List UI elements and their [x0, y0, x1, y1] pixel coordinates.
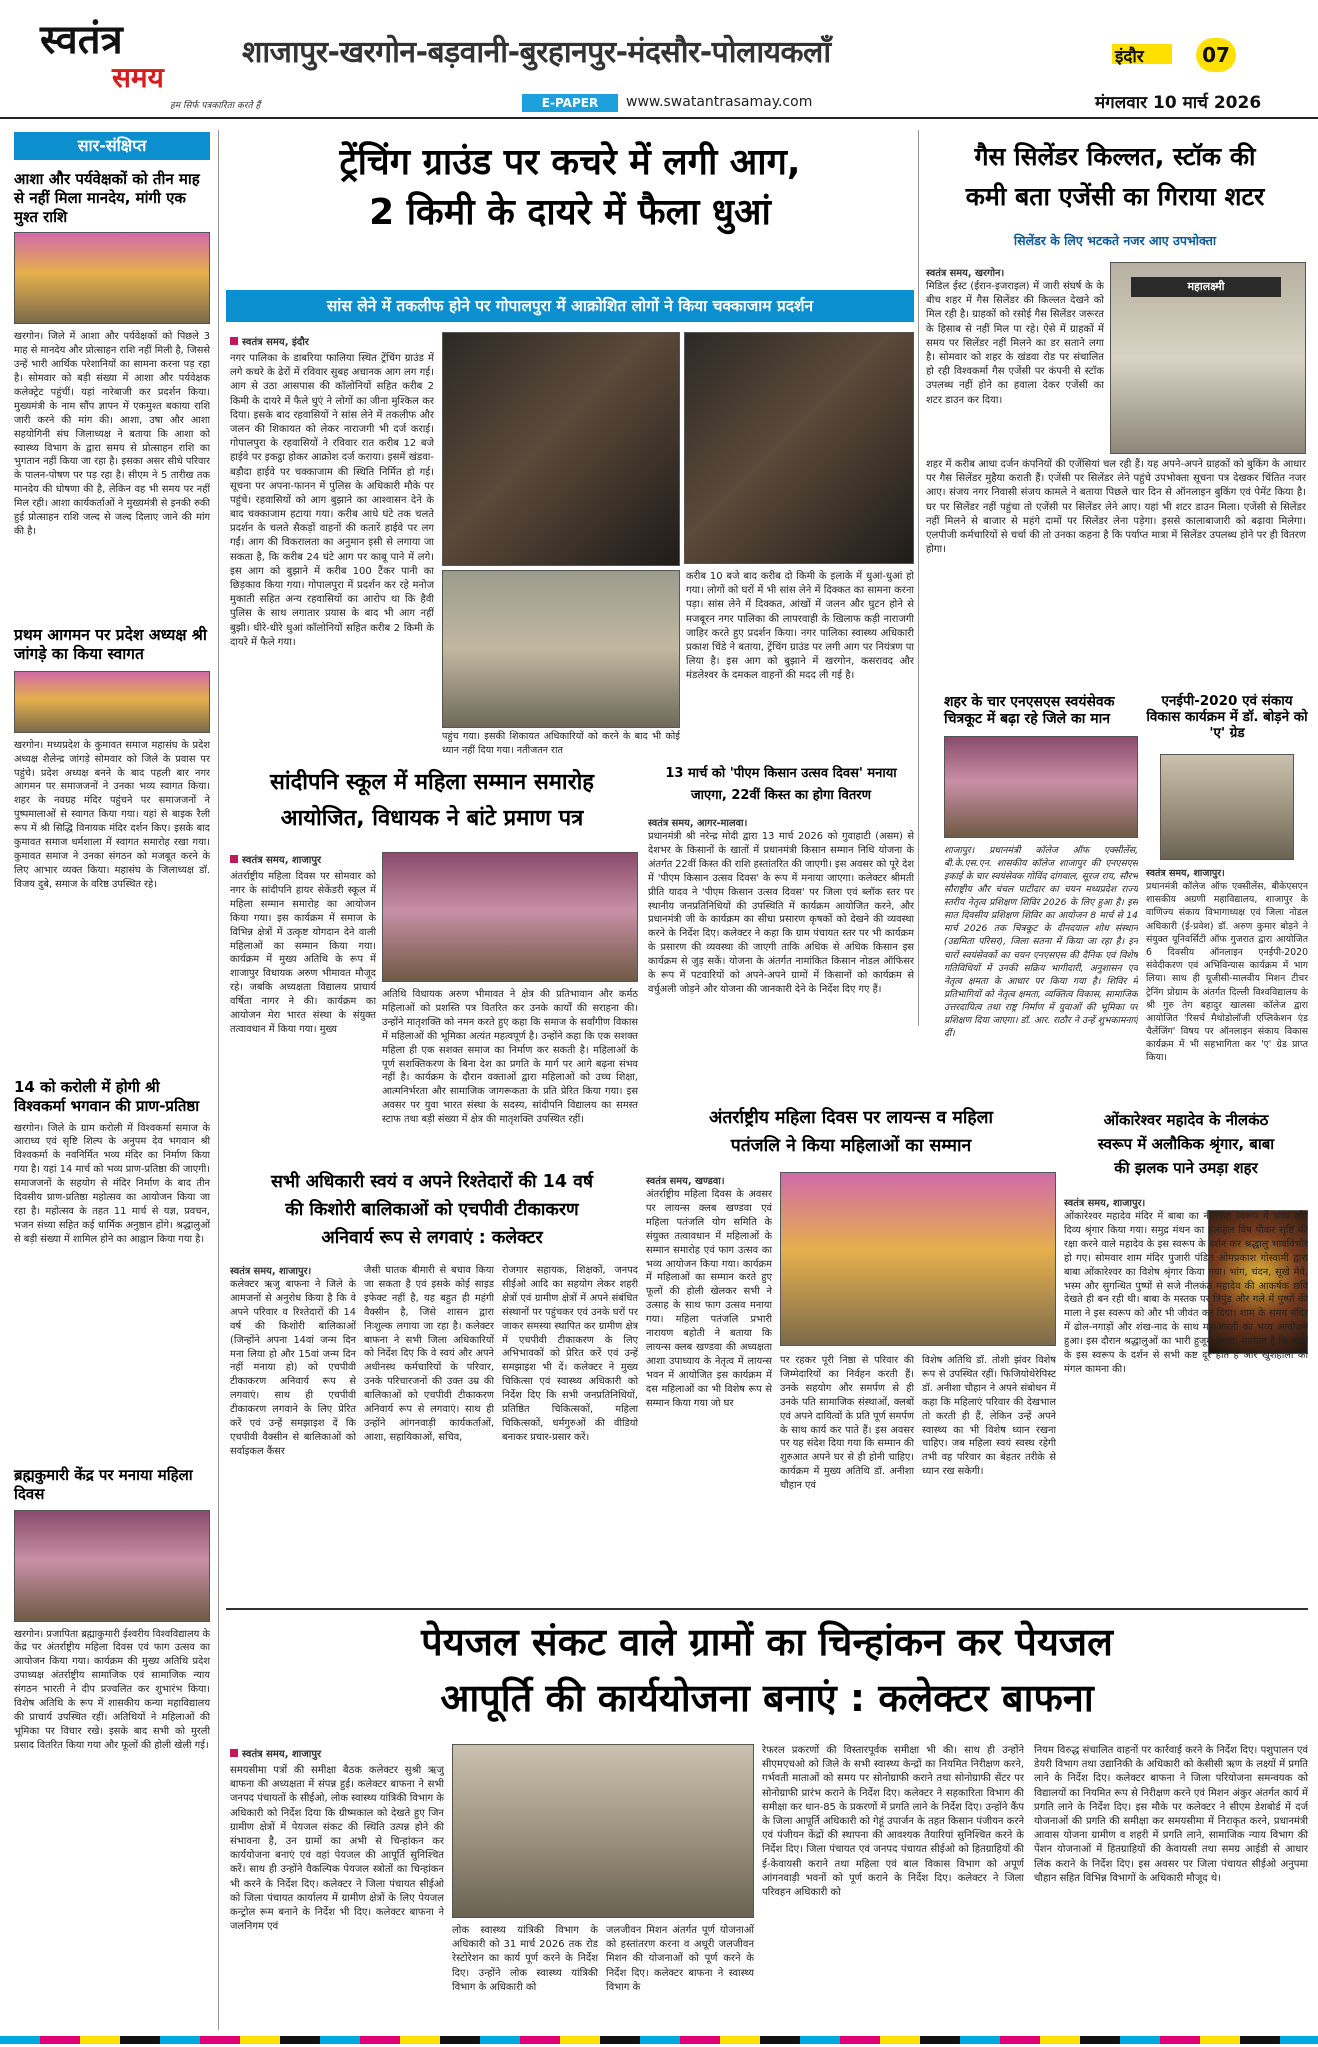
sandipani-byline: [230, 852, 321, 866]
sidebar-item: [14, 626, 210, 1029]
sidebar-item-body: खरगोन। मध्यप्रदेश के कुमावत समाज महासंघ के प्रदेश अध्यक्ष शैलेन्द्र जांगड़े सोमवार को जिले के प्रवास पर पहुंचे। प्रदेश अध्यक्ष बनने के बाद पहली बार नगर आगमन पर समाजजनों ने उनका भव्य स्वागत किया। शहर के नवग्रह मंदिर पहुंचने पर समाजजनों ने पुष्पमालाओं से स्वागत किया गया। यहां से बाइक रैली रूप में श्री सिद्धि विनायक मंदिर दर्शन किए। इसके बाद कुमावत समाज धर्मशाला में स्वागत समारोह रखा गया। कुमावत समाज ने उनका संगठन को मजबूत करने के लिए आभार व्यक्त किया। महासंघ के जिलाध्यक्ष डॉ. विजय दुबे, समाज के वरिष्ठ उपस्थित रहे।: [14, 739, 210, 890]
lead-photo-crowd: [684, 332, 914, 564]
nep-headline: एनईपी-2020 एवं संकाय विकास कार्यक्रम में डॉ. बोड़ने को 'ए' ग्रेड: [1146, 693, 1308, 741]
water-photo-meeting: [452, 1744, 754, 1918]
kisan-story: [648, 766, 914, 1096]
hpv-col2: जैसी घातक बीमारी से बचाव किया जा सकता है एवं इसके कोई साइड इफेक्ट नहीं है, यह बहुत ही महंगी वैक्सीन है, जिसे शासन द्वारा निःशुल्क लगाया जा रहा है। कलेक्टर बाफना ने सभी जिला अधिकारियों को निर्देश दिए कि वे स्वयं और अपने अधीनस्थ कर्मचारियों के परिवार, उनके परिचारजनों की उक्त उम्र की बालिकाओं को एचपीवी टीकाकरण अनिवार्य रूप से लगवाएं। साथ ही उन्होंने आंगनवाड़ी कार्यकर्ताओं, आशा, सहायिकाओं, सचिव,: [364, 1265, 494, 1443]
gas-story: [924, 132, 1306, 686]
sidebar-item-title: 14 को करोली में होगी श्री विश्वकर्मा भगवान की प्राण-प्रतिष्ठा: [14, 1078, 200, 1115]
masthead-city: इंदौर: [1115, 47, 1144, 67]
gas-col2: शहर में करीब आधा दर्जन कंपनियों की एजेंसियां चल रही हैं। यह अपने-अपने ग्राहकों को बुकिंग के आधार पर गैस सिलेंडर मुहैया कराती हैं। एजेंसी पर सिलेंडर लेने पहुंचे उपभोक्ता सूचना पत्र देखकर चिंतित नजर आए। संजय नगर निवासी संजय कामले ने बताया पिछले चार दिन से ऑनलाइन बुकिंग एवं पेमेंट किया है। घर पर सिलेंडर नहीं पहुंचा तो एजेंसी पर सिलेंडर लेने आए। यहां भी शटर डाउन मिला। एजेंसी से सिलेंडर नहीं मिलने से बाजार से महंगे दामों पर सिलेंडर लेना पड़ेगा। इससे कालाबाजारी को बढ़ावा मिलेगा। एलपीजी कर्मचारियों से चर्चा की तो उनका कहना है कि पर्याप्त मात्रा में सिलेंडर उपलब्ध होने पर ही वितरण होगा।: [926, 459, 1306, 556]
lead-byline: [230, 334, 309, 348]
masthead-date: मंगलवार 10 मार्च 2026: [1095, 93, 1262, 113]
lions-photo: [780, 1172, 1056, 1346]
right-column-divider: [918, 130, 919, 1026]
water-headline-2: आपूर्ति की कार्ययोजना बनाएं : कलेक्टर बाफना: [440, 1676, 1094, 1720]
hpv-headline-3: अनिवार्य रूप से लगवाएं : कलेक्टर: [321, 1228, 543, 1248]
nss-headline: शहर के चार एनएसएस स्वयंसेवक चित्रकूट में बढ़ा रहे जिले का मान: [944, 694, 1115, 727]
lead-photo-protest: [442, 332, 680, 566]
bottom-story-rule: [226, 1608, 1308, 1610]
hpv-byline: स्वतंत्र समय, शाजापुर।: [230, 1266, 312, 1277]
omkareshwar-body: ओंकारेश्वर महादेव मंदिर में बाबा का नीलकंठ स्वरूप में भव्य और दिव्य श्रृंगार किया गया। समुद्र मंथन का हलाहल विष पीकर सृष्टि की रक्षा करने वाले महादेव के इस स्वरूप के दर्शन कर श्रद्धालु भावविभोर हो गए। सोमवार शाम मंदिर पुजारी पंडित ओमप्रकाश गोस्वामी द्वारा बाबा ओंकारेश्वर का विशेष श्रृंगार किया गया। भांग, चंदन, सूखे मेवे, भस्म और सुगन्धित पुष्पों से सजे नीलकंठ महादेव की आकर्षक छवि देखते ही बन रही थी। बाबा के मस्तक पर त्रिपुंड और गले में पुष्पों की माला ने इस स्वरूप को और भी जीवंत कर दिया। शाम के समय मंदिर में ढोल-नगाड़ों और शंख-नाद के साथ महाआरती का भव्य आयोजन हुआ। इस दौरान श्रद्धालुओं का भारी हुजूम उमड़ा। मान्यता है कि बाबा के इस स्वरूप के दर्शन से सभी कष्ट दूर होते हैं और खुशहाली की मंगल कामना की।: [1064, 1211, 1308, 1375]
water-caption-b: जलजीवन मिशन अंतर्गत पूर्ण योजनाओं को हस्तांतरण करना व अधूरी जलजीवन मिशन की योजनाओं को पूर्ण करने के निर्देश दिए। कलेक्टर बाफना ने स्वास्थ्य विभाग के: [606, 1925, 754, 1993]
kisan-body: प्रधानमंत्री श्री नरेन्द्र मोदी द्वारा 13 मार्च 2026 को गुवाहाटी (असम) से देशभर के किसानों के खातों में प्रधानमंत्री किसान सम्मान निधि योजना के अंतर्गत 22वीं किस्त की राशि हस्तांतरित की जाएगी। इस अवसर को पूरे देश में 'पीएम किसान उत्सव दिवस' के रूप में मनाया जाएगा। कलेक्टर श्रीमती प्रीति यादव ने 'पीएम किसान उत्सव दिवस' पर जिला एवं ब्लॉक स्तर पर स्थानीय जनप्रतिनिधियों की उपस्थिति में कार्यक्रम आयोजित करने, और प्रधानमंत्री जी के कार्यक्रम का सीधा प्रसारण कृषकों को देखने की व्यवस्था करने के निर्देश दिए। कलेक्टर ने कहा कि ग्राम पंचायत स्तर पर भी कार्यक्रम के प्रसारण की व्यवस्था की जाएगी ताकि अधिक से अधिक किसान इस कार्यक्रम से जुड़ सकें। योजना के अंतर्गत नामांकित किसान नोडल ऑफिसर के रूप में पटवारियों को अपने-अपने ग्रामों में किसानों को कार्यक्रम से वर्चुअली जोड़ने और योजना की जानकारी देने के निर्देश दिए गए हैं।: [648, 831, 914, 995]
gas-headline-2: कमी बता एजेंसी का गिराया शटर: [965, 182, 1265, 211]
lead-caption-col: करीब 10 बजे बाद करीब दो किमी के इलाके में धुआं-धुआं हो गया। लोगों को घरों में भी सांस लेने में दिक्कत का सामना करना पड़ा। सांस लेने में दिक्कत, आंखों में जलन और घुटन होने से मजबूरन नगर पालिका की लापरवाही के खिलाफ कड़ी नाराजगी जाहिर करते हुए प्रदर्शन किया। नगर पालिका स्वास्थ्य अधिकारी प्रकाश चिंडे ने बताया, ट्रेंचिंग ग्राउंड पर लगी आग पर नियंत्रण पा लिया है। इस आग को बुझाने में खरगोन, कसरावद और मंडलेश्वर के दमकल वाहनों की मदद ली गई है।: [686, 571, 914, 682]
lead-headline-1: ट्रेंचिंग ग्राउंड पर कचरे में लगी आग,: [339, 142, 801, 183]
logo-bottom-text: समय: [112, 61, 164, 94]
lead-story: [226, 132, 914, 758]
hpv-headline-2: की किशोरी बालिकाओं को एचपीवी टीकाकरण: [285, 1200, 579, 1220]
sidebar-item-photo: [14, 671, 210, 733]
omkareshwar-headline-1: ओंकारेश्वर महादेव के नीलकंठ: [1103, 1111, 1269, 1129]
masthead-rule: [0, 117, 1318, 119]
nss-story: [944, 694, 1138, 1148]
omkareshwar-headline-2: स्वरूप में अलौकिक श्रृंगार, बाबा: [1097, 1135, 1275, 1153]
lions-col2: पर रहकर पूरी निष्ठा से परिवार की जिम्मेदारियों का निर्वहन करती हैं। उनके सहयोग और समर्पण से ही उनके पति सामाजिक संस्थाओं, क्लबों एवं अपने दायित्वों के प्रति पूर्ण समर्पण के साथ कार्य कर पाते हैं। इस अवसर पर यह संदेश दिया गया कि सम्मान की शुरुआत अपने घर से ही होनी चाहिए। कार्यक्रम में मुख्य अतिथि डॉ. अनीशा चौहान एवं: [780, 1355, 914, 1492]
lead-byline-text: स्वतंत्र समय, इंदौर: [242, 337, 309, 348]
lead-photo-caption: पहुंच गया। इसकी शिकायत अधिकारियों को करने के बाद भी कोई ध्यान नहीं दिया गया। नतीजतन रात: [442, 731, 680, 756]
sandipani-photo: [382, 852, 638, 982]
kisan-headline-1: 13 मार्च को 'पीएम किसान उत्सव दिवस' मनाया: [665, 766, 897, 781]
sandipani-byline-text: स्वतंत्र समय, शाजापुर: [242, 855, 322, 866]
nep-story: [1146, 694, 1308, 1148]
water-headline-1: पेयजल संकट वाले ग्रामों का चिन्हांकन कर पेयजल: [421, 1620, 1113, 1664]
hpv-headline-1: सभी अधिकारी स्वयं व अपने रिश्तेदारों की 14 वर्ष: [271, 1172, 593, 1192]
omkareshwar-byline: स्वतंत्र समय, शाजापुर।: [1064, 1198, 1146, 1209]
nss-body: शाजापुर। प्रधानमंत्री कॉलेज ऑफ एक्सीलेंस, बी.के.एस.एन. शासकीय कॉलेज शाजापुर की एनएसएस इकाई के चार स्वयंसेवक गोविंद दांगवाल, सूरज राय, सौरभ सौराष्ट्रीय और चंचल पाटीदार का चयन मध्यप्रदेश राज्य स्तरीय नेतृत्व प्रशिक्षण शिविर 2026 के लिए हुआ है। इस सात दिवसीय प्रशिक्षण शिविर का आयोजन 8 मार्च से 14 मार्च 2026 तक चित्रकूट के दीनदयाल शोध संस्थान (उद्यमिता परिसर), जिला सतना में किया जा रहा है। इन चारों स्वयंसेवकों का चयन एनएसएस की दैनिक एवं विशेष गतिविधियों में उनकी सक्रिय भागीदारी, अनुशासन एवं नेतृत्व क्षमता के आधार पर किया गया है। शिविर में प्रतिभागियों को नेतृत्व क्षमता, व्यक्तित्व विकास, सामाजिक उत्तरदायित्व तथा राष्ट्र निर्माण में युवाओं की भूमिका पर प्रशिक्षण दिया जाएगा। डॉ. आर. राठौर ने उन्हें शुभकामनाएं दीं।: [944, 845, 1138, 1039]
gas-photo-sign: महालक्ष्मी: [1131, 277, 1281, 297]
water-col3: रेफरल प्रकरणों की विस्तारपूर्वक समीक्षा भी की। साथ ही उन्होंने सीएमएचओ को जिले के सभी स्वास्थ्य केन्द्रों का नियमित निरीक्षण करने, गर्भवती माताओं को समय पर सोनोग्राफी कराने तथा सोनोग्राफी सेंटर पर सोनोग्राफी प्रारंभ कराने के निर्देश दिए। कलेक्टर ने सहकारिता विभाग की समीक्षा कर धान-85 के प्रकरणों में प्रगति लाने के निर्देश दिए। उन्होंने कैंप के जिला आपूर्ति अधिकारी को गेहूं उपार्जन के तहत किसान पंजीयन करने एवं पंजीयन केंद्रों की स्थापना की आवश्यक तैयारियां सुनिश्चित करने के निर्देश दिए। जिला पंचायत एवं जनपद पंचायत सीईओ को हितग्राहियों की ई-केवायसी कराने तथा महिला एवं बाल विकास विभाग को अपूर्ण आंगनवाड़ी भवनों को पूर्ण कराने के निर्देश दिए। कलेक्टर ने जिला परिवहन अधिकारी को: [762, 1745, 1024, 1898]
nep-photo: [1160, 754, 1294, 860]
sidebar-item-body: खरगोन। प्रजापिता ब्रह्माकुमारी ईश्वरीय विश्वविद्यालय के केंद्र पर अंतर्राष्ट्रीय महिला दिवस एवं फाग उत्सव का आयोजन किया गया। कार्यक्रम की मुख्य अतिथि प्रदेश उपाध्यक्ष अंतर्राष्ट्रीय सामाजिक एवं सामाजिक न्याय संगठन भारती ने दीप प्रज्वलित कर शुभारंभ किया। विशेष अतिथि के रूप में शासकीय कन्या महाविद्यालय की प्राचार्य उपस्थित रहीं। अतिथियों ने महिलाओं की भूमिका पर विचार रखे। इसके बाद सभी को मुरली प्रसाद वितरित किया गया और फूलों की होली खेली गई।: [14, 1628, 210, 1751]
water-byline-text: स्वतंत्र समय, शाजापुर: [242, 1749, 322, 1760]
logo-top-text: स्वतंत्र: [40, 16, 123, 63]
sidebar-item-title: आशा और पर्यवेक्षकों को तीन माह से नहीं मिला मानदेय, मांगी एक मुश्त राशि: [14, 170, 200, 226]
sandipani-col1: अंतर्राष्ट्रीय महिला दिवस पर सोमवार को नगर के सांदीपनि हायर सेकेंडरी स्कूल में महिला सम्मान समारोह का आयोजन किया गया। इस कार्यक्रम में समाज के विभिन्न क्षेत्रों में उत्कृष्ट योगदान देने वाली महिलाओं का सम्मान किया गया। कार्यक्रम में मुख्य अतिथि के रूप में शाजापुर विधायक अरुण भीमावत मौजूद रहे। जबकि अध्यक्षता विद्यालय प्राचार्य वर्षिता नागर ने की। कार्यक्रम का आयोजन मेरा भारत संस्था के संयुक्त तत्वावधान में किया गया। मुख्य: [230, 871, 376, 1035]
color-registration-bar: [0, 2036, 1318, 2044]
gas-headline-1: गैस सिलेंडर किल्लत, स्टॉक की: [974, 142, 1256, 171]
page-number: 07: [1196, 38, 1236, 72]
hpv-col1: कलेक्टर ऋजु बाफना ने जिले के आमजनों से अनुरोध किया है कि वे अपने परिवार व रिश्तेदारों की 14 वर्ष की किशोरी बालिकाओं (जिन्होंने अपना 14वां जन्म दिन मना लिया हो और 15वां जन्म दिन नहीं मनाया हो) को एचपीवी टीकाकरण अनिवार्य रूप से लगवाएं। साथ ही एचपीवी टीकाकरण लगवाने के लिए प्रेरित करें एवं उन्हें समझाइश दें कि एचपीवी वैक्सीन से बालिकाओं को सर्वाइकल कैंसर: [230, 1279, 356, 1457]
sidebar-item-photo: [14, 1510, 210, 1622]
water-byline: [230, 1746, 321, 1760]
nep-byline: स्वतंत्र समय, शाजापुर।: [1146, 868, 1225, 879]
water-caption-a: लोक स्वास्थ्य यांत्रिकी विभाग के अधिकारी को 31 मार्च 2026 तक रोड रेस्टोरेशन का कार्य पूर्ण करने के निर्देश दिए। उन्होंने लोक स्वास्थ्य यांत्रिकी विभाग के अधिकारी को: [452, 1925, 598, 1993]
lions-story: [646, 1108, 1056, 1598]
lions-col3: विशेष अतिथि डॉ. तोशी झंवर विशेष रूप से उपस्थित रहीं। फिजियोथेरेपिस्ट डॉ. अनीशा चौहान ने अपने संबोधन में कहा कि महिलाएं परिवार की देखभाल तो करती ही हैं, लेकिन उन्हें अपने स्वास्थ्य का भी विशेष ध्यान रखना चाहिए। जब महिला स्वयं स्वस्थ रहेगी तभी वह परिवार का बेहतर तरीके से ध्यान रख सकेगी।: [922, 1355, 1056, 1478]
sidebar-item-title: ब्रह्मकुमारी केंद्र पर मनाया महिला दिवस: [14, 1466, 193, 1503]
masthead: [0, 0, 1318, 113]
sidebar-item-body: खरगोन। जिले के ग्राम करोली में विश्वकर्मा समाज के आराध्य एवं सृष्टि शिल्प के अनुपम देव भगवान श्री विश्वकर्मा के नवनिर्मित भव्य मंदिर का निर्माण किया गया है। यहां 14 मार्च को भव्य प्राण-प्रतिष्ठा की जाएगी। समाजजनों के सहयोग से मंदिर निर्माण के बाद तीन दिवसीय प्राण-प्रतिष्ठा महोत्सव का आयोजन किया जा रहा है। महोत्सव के तहत 11 मार्च से यज्ञ, प्रवचन, भजन संध्या सहित कई धार्मिक अनुष्ठान होंगे। श्रद्धालुओं से बड़ी संख्या में शामिल होने का आह्वान किया गया है।: [14, 1122, 210, 1245]
sidebar-header: सार-संक्षिप्त: [14, 132, 210, 160]
sandipani-headline-2: आयोजित, विधायक ने बांटे प्रमाण पत्र: [280, 806, 584, 831]
sidebar-item: [14, 1078, 210, 1438]
logo[interactable]: [40, 16, 210, 94]
omkareshwar-headline-3: की झलक पाने उमड़ा शहर: [1114, 1159, 1258, 1177]
lions-headline-1: अंतर्राष्ट्रीय महिला दिवस पर लायन्स व महिला: [708, 1108, 994, 1128]
lead-headline-2: 2 किमी के दायरे में फैला धुआं: [369, 192, 771, 233]
sandipani-col2: अतिथि विधायक अरुण भीमावत ने क्षेत्र की प्रतिभावान और कर्मठ महिलाओं को प्रशस्ति पत्र वितरित कर उनके कार्यों की सराहना की। उन्होंने मातृशक्ति को नमन करते हुए कहा कि समाज के सर्वांगीण विकास में महिलाओं की भूमिका अत्यंत महत्वपूर्ण है। उन्होंने कहा कि एक सशक्त महिला ही एक सशक्त समाज का निर्माण कर सकती है। महिलाओं के पूर्ण सशक्तिकरण के बिना देश का प्रगति के मार्ग पर आगे बढ़ना संभव नहीं है। कार्यक्रम के दौरान वक्ताओं द्वारा महिलाओं को उच्च शिक्षा, आत्मनिर्भरता और सामाजिक जागरूकता के प्रति प्रेरित किया गया। इस अवसर पर युवा भारत संस्था के सदस्य, सांदीपनि विद्यालय का समस्त स्टाफ तथा बड़ी संख्या में क्षेत्र की मातृशक्ति उपस्थित रहीं।: [382, 989, 638, 1126]
water-col4: नियम विरुद्ध संचालित वाहनों पर कार्रवाई करने के निर्देश दिए। पशुपालन एवं डेयरी विभाग तथा उद्यानिकी के अधिकारी को केसीसी ऋण के लक्ष्यों में प्रगति लाने के निर्देश दिए। कलेक्टर बाफना ने जिला परियोजना समन्वयक को विद्यालयों का नियमित रूप से निरीक्षण करने एवं मिशन अंकुर अंतर्गत कार्य में प्रगति लाने के निर्देश दिए। इस मौके पर कलेक्टर ने सीएम डेशबोर्ड में दर्ज योजनाओं की प्रगति की समीक्षा कर समयसीमा में निराकृत करने, प्रधानमंत्री आवास योजना ग्रामीण व शहरी में प्रगति लाने, सामाजिक न्याय विभाग की पेंशन योजनाओं में हितग्राहियों की केवायसी तथा समग्र आईडी से आधार लिंक कराने के निर्देश दिए। इस अवसर पर जिला पंचायत सीईओ अनुपमा चौहान सहित विभिन्न विभागों के अधिकारी मौजूद थे।: [1034, 1745, 1308, 1884]
masthead-tagline: हम सिर्फ पत्रकारिता करते हैं: [170, 101, 261, 111]
sidebar: [14, 132, 210, 2030]
nep-body: प्रधानमंत्री कॉलेज ऑफ एक्सीलेंस, बीकेएसएन शासकीय अग्रणी महाविद्यालय, शाजापुर के वाणिज्य संकाय विभागाध्यक्ष एवं जिला नोडल अधिकारी (ई-प्रवेश) डॉ. अरुण कुमार बोड़ने ने संयुक्त यूनिवर्सिटी ऑफ गुजरात द्वारा आयोजित 6 दिवसीय ऑनलाइन एनईपी-2020 संवेदीकरण एवं अभिविन्यास कार्यक्रम में भाग लिया। साथ ही यूजीसी-मालवीय मिशन टीचर ट्रेनिंग प्रोग्राम के अंतर्गत दिल्ली विश्वविद्यालय के श्री गुरु तेग बहादुर खालसा कॉलेज द्वारा आयोजित 'रिसर्च मैथोडोलॉजी एप्लिकेशन एंड चैलेंजिंग' विषय पर ऑनलाइन संकाय विकास कार्यक्रम में भी सहभागिता कर 'ए' ग्रेड प्राप्त किया।: [1146, 881, 1308, 1064]
hpv-col3: रोजगार सहायक, शिक्षकों, जनपद सीईओ आदि का सहयोग लेकर शहरी क्षेत्रों एवं ग्रामीण क्षेत्रों में अपने संबंधित संस्थानों पर पहुंचकर एवं उनके घरों पर जाकर समस्या स्थापित कर ग्रामीण क्षेत्र में एचपीवी टीकाकरण के लिए अभिभावकों को प्रेरित करें एवं उन्हें समझाइश भी दें। कलेक्टर ने मुख्य चिकित्सा एवं स्वास्थ्य अधिकारी को निर्देश दिए कि सभी जनप्रतिनिधियों, प्रतिष्ठित चिकित्सकों, महिला चिकित्सकों, धर्मगुरुओं की वीडियो बनाकर प्रचार-प्रसार करें।: [502, 1265, 638, 1443]
lions-headline-2: पतंजलि ने किया महिलाओं का सम्मान: [730, 1136, 972, 1156]
sidebar-item: [14, 170, 210, 648]
water-col1: समयसीमा पत्रों की समीक्षा बैठक कलेक्टर सुश्री ऋजु बाफना की अध्यक्षता में संपन्न हुई। कलेक्टर बाफना ने सभी जनपद पंचायतों के सीईओ, लोक स्वास्थ्य यांत्रिकी विभाग के अधिकारी को निर्देश दिया कि ग्रीष्मकाल को देखते हुए जिन ग्रामीण क्षेत्रों में पेयजल संकट की स्थिति उत्पन्न होने की संभावना है, उन ग्रामों का अभी से चिन्हांकन कर कार्ययोजना बनाएं एवं वहां पेयजल की आपूर्ति सुनिश्चित करें। साथ ही उन्होंने वैकल्पिक पेयजल स्त्रोतों का चिन्हांकन भी करने के निर्देश दिए। कलेक्टर ने जिला पंचायत सीईओ को जिला पंचायत कार्यालय में ग्रामीण क्षेत्रों के लिए पेयजल कन्ट्रोल रूम बनाने के निर्देश भी दिए। कलेक्टर बाफना ने जलनिगम एवं: [230, 1765, 444, 1933]
nss-photo: [944, 736, 1138, 838]
sidebar-item-body: खरगोन। जिले में आशा और पर्यवेक्षकों को पिछले 3 माह से मानदेय और प्रोत्साहन राशि नहीं मिली है, जिससे उन्हें भारी आर्थिक परेशानियों का सामना करना पड़ रहा है। सोमवार को बड़ी संख्या में आशा और पर्यवेक्षक कलेक्ट्रेट पहुंचीं। यहां नारेबाजी कर प्रदर्शन किया। मुख्यमंत्री के नाम सौंप ज्ञापन में एकमुश्त बकाया राशि जारी करने की मांग की। आशा, उषा और आशा सहयोगिनी संघ जिलाध्यक्ष ने बताया कि आशा को स्वास्थ्य विभाग के द्वारा समय से प्रोत्साहन राशि का भुगतान नहीं किया जा रहा है। इसका असर सीधे परिवार के पालन-पोषण पर पड़ रहा है। सीएम ने 5 तारीख तक मानदेय की घोषणा की है, लेकिन वह भी समय पर नहीं मिल रही। आशा कार्यकर्ताओं ने मुख्यमंत्री से इनकी रुकी हुई प्रोत्साहन राशि जल्द से जल्द दिलाए जाने की मांग की है।: [14, 331, 210, 537]
kisan-headline-2: जाएगा, 22वीं किस्त का होगा वितरण: [691, 788, 871, 803]
lions-col1: अंतर्राष्ट्रीय महिला दिवस के अवसर पर लायन्स क्लब खण्डवा एवं महिला पतंजलि योग समिति के संयुक्त तत्वावधान में महिलाओं के सम्मान समारोह एवं फाग उत्सव का भव्य आयोजन किया गया। कार्यक्रम में महिलाओं का सम्मान करते हुए फूलों की होली खेलकर सभी ने उत्साह के साथ फाग उत्सव मनाया गया। महिला पतंजलि प्रभारी नारायण बहोती ने बताया कि लायन्स क्लब खण्डवा की अध्यक्षता आशा उपाध्याय के नेतृत्व में लायन्स भवन में आयोजित इस कार्यक्रम में दस महिलाओं का भी विशेष रूप से सम्मान किया गया जो घर: [646, 1189, 772, 1409]
water-story: [226, 1616, 1308, 2030]
sidebar-item-photo: [14, 232, 210, 324]
sidebar-item-title: प्रथम आगमन पर प्रदेश अध्यक्ष श्री जांगड़े का किया स्वागत: [14, 626, 207, 664]
hpv-story: [226, 1172, 638, 1598]
masthead-districts: शाजापुर-खरगोन-बड़वानी-बुरहानपुर-मंदसौर-पोलायकलाँ: [242, 35, 831, 70]
sidebar-divider: [218, 130, 219, 2030]
sandipani-headline-1: सांदीपनि स्कूल में महिला सम्मान समारोह: [270, 770, 594, 795]
website-link[interactable]: www.swatantrasamay.com: [626, 94, 813, 110]
lead-strap: सांस लेने में तकलीफ होने पर गोपालपुरा में आक्रोशित लोगों ने किया चक्काजाम प्रदर्शन: [226, 290, 914, 322]
sidebar-item: [14, 1466, 210, 2028]
gas-photo-shutter: [1110, 262, 1306, 454]
omkareshwar-story: [1064, 1112, 1308, 1598]
gas-sub: सिलेंडर के लिए भटकते नजर आए उपभोक्ता: [1013, 233, 1217, 248]
sandipani-story: [226, 770, 638, 1164]
gas-col1: मिडिल ईस्ट (ईरान-इजराइल) में जारी संघर्ष के के बीच शहर में गैस सिलेंडर की किल्लत देखने को मिल रही है। ग्राहकों को रसोई गैस सिलेंडर जरूरत के हिसाब से नहीं मिल पा रहे। ऐसे में ग्राहकों में समय पर सिलेंडर नहीं मिलने का डर सताने लगा है। सोमवार को शहर के खंडवा रोड पर संचालित हो रही विश्वकर्मा गैस एजेंसी पर कंपनी से स्टॉक उपलब्ध नहीं होने का हवाला देकर एजेंसी का शटर डाउन कर दिया।: [926, 281, 1104, 406]
lead-photo-fire: [442, 570, 680, 728]
kisan-byline: स्वतंत्र समय, आगर-मालवा।: [648, 818, 748, 829]
lead-col1: नगर पालिका के डाबरिया फालिया स्थित ट्रेंचिंग ग्राउंड में लगे कचरे के ढेरों में रविवार सुबह अचानक आग लग गई। आग से उठा आसपास की कॉलोनियों सहित करीब 2 किमी के दायरे में फैले धुएं ने लोगों का जीना मुश्किल कर दिया। इसके बाद रहवासियों ने सांस लेने में तकलीफ और जलन की शिकायत को लेकर नाराजगी भी दर्ज कराई। गोपालपुरा के रहवासियों ने रविवार रात करीब 12 बजे हाईवे पर इकट्ठा होकर आक्रोश दर्ज कराया। इसमें खंडवा-बड़ौदा हाईवे पर चक्काजाम की स्थिति निर्मित हो गई। सूचना पर अपना-फानन में पुलिस के अधिकारी मौके पर पहुंचे। रहवासियों को आग बुझाने का आश्वासन देने के बाद चक्काजाम हटाया गया। करीब आधे घंटे तक चलते प्रदर्शन के चलते सैकड़ों वाहनों की कतारें हाईवे पर लग गईं। आग की विकरालता का अनुमान इसी से लगाया जा सकता है, कि करीब 24 घंटे आग पर काबू पाने में लगे। इस आग को बुझाने में करीब 100 टैंकर पानी का छिड़काव किया गया। गोपालपुरा में प्रदर्शन कर रहे मनोज मुकाती सहित अन्य रहवासियों का आरोप था कि हैवी पुलिस के साथ लगातार प्रयास के बाद भी आग नहीं बुझी। धीरे-धीरे धुआं कॉलोनियों सहित करीब 2 किमी के दायरे में फैले गया।: [230, 353, 434, 648]
lions-byline: स्वतंत्र समय, खण्डवा।: [646, 1176, 725, 1187]
gas-byline: स्वतंत्र समय, खरगोन।: [926, 268, 1005, 279]
epaper-label[interactable]: E-PAPER: [522, 94, 618, 112]
